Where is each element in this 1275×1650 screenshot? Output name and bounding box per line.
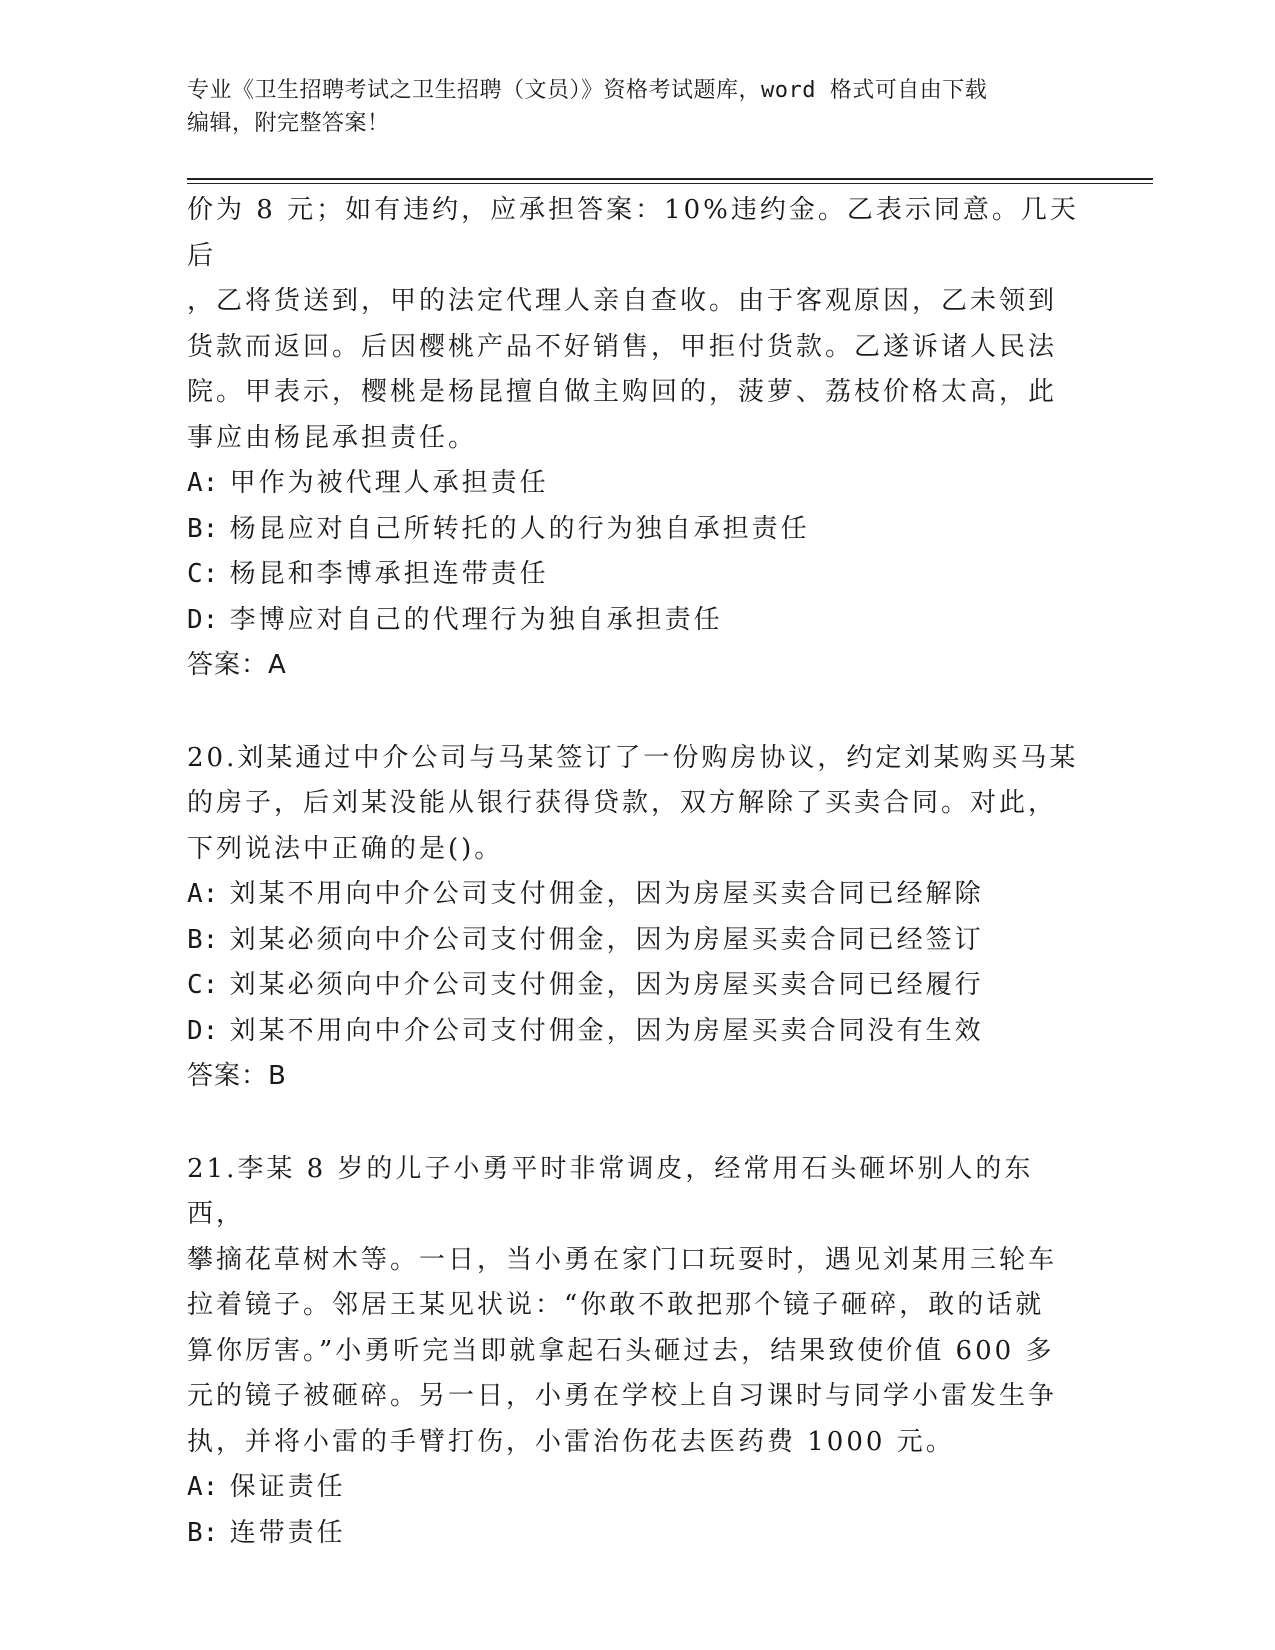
option-text: 杨昆和李博承担连带责任 [229, 559, 549, 589]
question-20 [187, 736, 1087, 1100]
option-text: 李博应对自己的代理行为独自承担责任 [229, 604, 723, 635]
question-text-line: 事应由杨昆承担责任。 [187, 422, 478, 453]
option-text: 刘某不用向中介公司支付佣金，因为房屋买卖合同没有生效 [229, 1015, 984, 1046]
question-text-line: 的房子，后刘某没能从银行获得贷款，双方解除了买卖合同。对此， [187, 788, 1058, 818]
header-divider-thin [187, 183, 1153, 184]
question-spacer [187, 1100, 1087, 1147]
question-21 [187, 1147, 1087, 1557]
option-label: D: [187, 1015, 219, 1046]
question-text-line: 院。甲表示，樱桃是杨昆擅自做主购回的，菠萝、荔枝价格太高，此 [187, 377, 1058, 407]
option-b [187, 507, 1087, 553]
option-d [187, 1009, 1087, 1055]
option-label: A: [187, 879, 219, 909]
option-label: C: [187, 559, 219, 589]
option-text: 刘某必须向中介公司支付佣金，因为房屋买卖合同已经签订 [229, 924, 984, 955]
answer-line: 答案：A [187, 650, 287, 680]
option-b [187, 918, 1087, 964]
option-label: A: [187, 1472, 219, 1502]
question-text-line: 下列说法中正确的是()。 [187, 833, 504, 864]
header-line-2: 编辑，附完整答案！ [187, 111, 390, 136]
option-b [187, 1511, 1087, 1557]
header-line-1: 专业《卫生招聘考试之卫生招聘（文员）》资格考试题库，word 格式可自由下载 [187, 78, 988, 103]
option-c [187, 552, 1087, 598]
option-label: A: [187, 468, 219, 498]
option-label: B: [187, 513, 219, 544]
question-text-line: 元的镜子被砸碎。另一日，小勇在学校上自习课时与同学小雷发生争 [187, 1381, 1058, 1411]
question-text-line: 价为 8 元；如有违约，应承担答案：10%违约金。乙表示同意。几天后 [187, 195, 1079, 271]
option-text: 刘某不用向中介公司支付佣金，因为房屋买卖合同已经解除 [229, 879, 984, 909]
option-label: C: [187, 970, 219, 1000]
question-spacer [187, 689, 1087, 736]
option-c [187, 963, 1087, 1009]
option-a [187, 461, 1087, 507]
document-header [187, 74, 1087, 140]
question-19 [187, 188, 1087, 689]
option-text: 甲作为被代理人承担责任 [229, 468, 549, 498]
option-text: 杨昆应对自己所转托的人的行为独自承担责任 [229, 513, 810, 544]
question-text-line: 拉着镜子。邻居王某见状说：“你敢不敢把那个镜子砸碎，敢的话就 [187, 1290, 1045, 1320]
option-text: 刘某必须向中介公司支付佣金，因为房屋买卖合同已经履行 [229, 970, 984, 1000]
question-text-line: 攀摘花草树木等。一日，当小勇在家门口玩耍时，遇见刘某用三轮车 [187, 1244, 1058, 1275]
option-label: B: [187, 1517, 219, 1548]
document-body [187, 188, 1087, 1556]
option-a [187, 1465, 1087, 1511]
option-text: 保证责任 [229, 1472, 346, 1502]
question-text-line: ，乙将货送到，甲的法定代理人亲自查收。由于客观原因，乙未领到 [187, 286, 1058, 316]
question-text-line: 货款而返回。后因樱桃产品不好销售，甲拒付货款。乙遂诉诸人民法 [187, 331, 1058, 362]
option-label: B: [187, 924, 219, 955]
answer-line: 答案：B [187, 1061, 287, 1091]
question-text-line: 执，并将小雷的手臂打伤，小雷治伤花去医药费 1000 元。 [187, 1426, 955, 1457]
question-text-line: 算你厉害。”小勇听完当即就拿起石头砸过去，结果致使价值 600 多 [187, 1335, 1055, 1366]
question-text-line: 21.李某 8 岁的儿子小勇平时非常调皮，经常用石头砸坏别人的东西， [187, 1153, 1034, 1229]
option-d [187, 598, 1087, 644]
question-text-line: 20.刘某通过中介公司与马某签订了一份购房协议，约定刘某购买马某 [187, 742, 1079, 773]
option-label: D: [187, 604, 219, 635]
header-divider-thick [187, 178, 1153, 180]
option-a [187, 872, 1087, 918]
option-text: 连带责任 [229, 1517, 346, 1548]
